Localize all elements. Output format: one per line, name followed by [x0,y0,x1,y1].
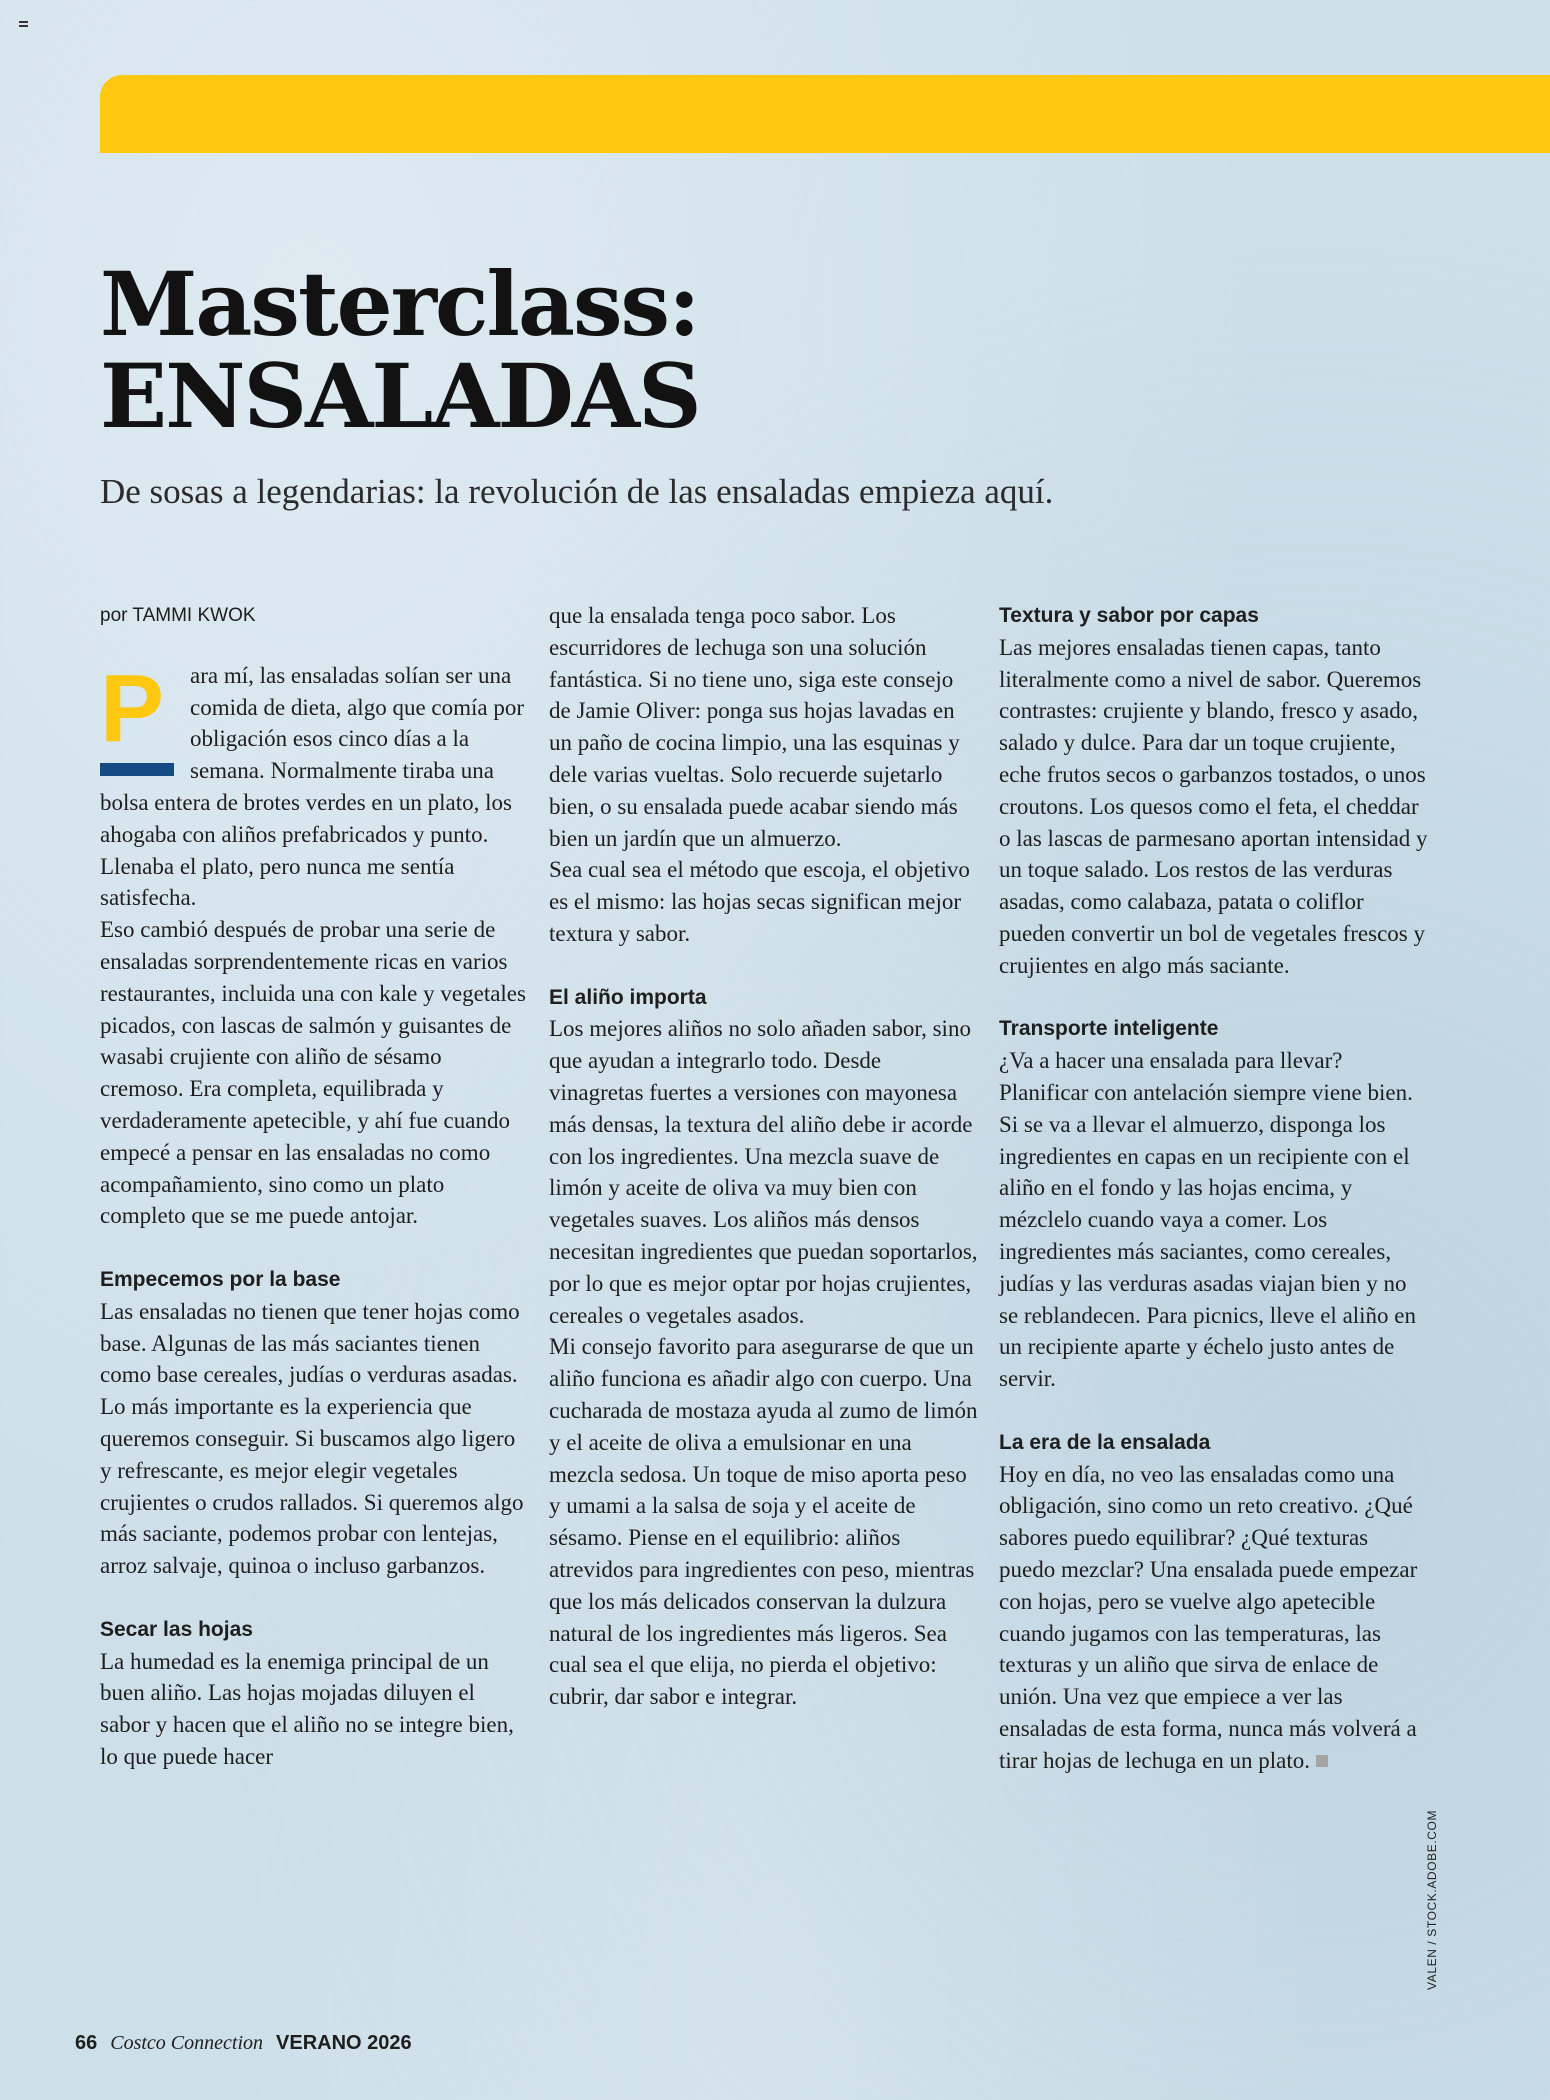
section-base-paragraph: Las ensaladas no tienen que tener hojas como base. Algunas de las más saciantes tienen como base cereales, judías o verduras asadas. Lo más importante es la experiencia que queremos conseguir. Si buscamos algo ligero y refrescante, es mejor elegir vegetales crujientes o crudos rallados. Si queremos algo más saciante, podemos probar con lentejas, arroz salvaje, quinoa o incluso garbanzos. [100,1298,524,1579]
column-2 [549,600,979,1713]
section-era-paragraph [999,1459,1429,1777]
section-heading-transporte: Transporte inteligente [999,1017,1219,1041]
end-of-article-mark [1316,1755,1328,1767]
header-accent-bar [100,75,1550,153]
title-line-2: ENSALADAS [100,344,700,448]
section-secar-paragraph-2: Sea cual sea el método que escoja, el objetivo es el mismo: las hojas secas significan mejor textura y sabor. [549,857,970,946]
column-1 [100,600,530,1773]
magazine-name: Costco Connection [110,2032,264,2054]
section-heading-alino: El aliño importa [549,985,707,1009]
article-subtitle: De sosas a legendarias: la revolución de las ensaladas empieza aquí. [100,472,1054,511]
photo-credit: VALEN / STOCK.ADOBE.COM [1425,1809,1439,1990]
section-textura-paragraph: Las mejores ensaladas tienen capas, tanto literalmente como a nivel de sabor. Queremos contrastes: crujiente y blando, fresco y asado, salado y dulce. Para dar un toque crujiente, eche frutos secos o garbanzos tostados, o unos croutons. Los quesos como el feta, el cheddar o las lascas de parmesano aportan intensidad y un toque salado. Los restos de las verduras asadas, como calabaza, patata o coliflor pueden convertir un bol de vegetales frescos y crujientes en algo más saciante. [999,634,1428,978]
section-secar-paragraph-start: La humedad es la enemiga principal de un buen aliño. Las hojas mojadas diluyen el sabor y hacen que el aliño no se integre bien, lo que puede hacer [100,1648,514,1769]
section-heading-era: La era de la ensalada [999,1430,1211,1454]
section-heading-textura: Textura y sabor por capas [999,604,1259,627]
drop-cap [100,654,176,778]
section-heading-base: Empecemos por la base [100,1267,341,1291]
page-footer [75,2032,412,2055]
intro-paragraph-1-text: ara mí, las ensaladas solían ser una comida de dieta, algo que comía por obligación esos cinco días a la semana. Normalmente tiraba una bolsa entera de brotes verdes en un plato, los ahogaba con aliños prefabricados y punto. Llenaba el plato, pero nunca me sentía satisfecha. [100,662,525,911]
section-secar-paragraph-continued: que la ensalada tenga poco sabor. Los escurridores de lechuga son una solución fantástica. Si no tiene uno, siga este consejo de Jamie Oliver: ponga sus hojas lavadas en un paño de cocina limpio, una las esquinas y dele varias vueltas. Solo recuerde sujetarlo bien, o su ensalada puede acabar siendo más bien un jardín que un almuerzo. [549,603,960,851]
section-heading-secar: Secar las hojas [100,1617,253,1641]
drop-cap-letter: P [100,654,165,762]
title-line-1: Masterclass: [100,252,699,356]
corner-mark [19,21,28,27]
column-3 [999,600,1429,1776]
drop-cap-bar [100,763,174,776]
intro-paragraph-2: Eso cambió después de probar una serie de ensaladas sorprendentemente ricas en varios restaurantes, incluida una con kale y vegetales picados, con lascas de salmón y guisantes de wasabi crujiente con aliño de sésamo cremoso. Era completa, equilibrada y verdaderamente apetecible, y ahí fue cuando empecé a pensar en las ensaladas no como acompañamiento, sino como un plato completo que se me puede antojar. [100,917,526,1229]
issue-label: VERANO 2026 [276,2032,412,2054]
byline [100,600,530,632]
section-transporte-paragraph: ¿Va a hacer una ensalada para llevar? Planificar con antelación siempre viene bien. Si se va a llevar el almuerzo, disponga los ingredientes en capas en un recipiente con el aliño en el fondo y las hojas encima, y mézclelo cuando vaya a comer. Los ingredientes más saciantes, como cereales, judías y las verduras asadas viajan bien y no se reblandecen. Para picnics, lleve el aliño en un recipiente aparte y échelo justo antes de servir. [999,1048,1417,1392]
page-number: 66 [75,2032,98,2054]
section-alino-paragraph-2: Mi consejo favorito para asegurarse de que un aliño funciona es añadir algo con cuerpo. Una cucharada de mostaza ayuda al zumo de limón y el aceite de oliva a emulsionar en una mezcla sedosa. Un toque de miso aporta peso y umami a la salsa de soja y el aceite de sésamo. Piense en el equilibrio: aliños atrevidos para ingredientes con peso, mientras que los más delicados conservan la dulzura natural de los ingredientes más ligeros. Sea cual sea el que elija, no pierda el objetivo: cubrir, dar sabor e integrar. [549,1334,978,1710]
byline-prefix: por [100,605,128,626]
section-alino-paragraph-1: Los mejores aliños no solo añaden sabor, sino que ayudan a integrarlo todo. Desde vinagretas fuertes a versiones con mayonesa más densas, la textura del aliño debe ir acorde con los ingredientes. Una mezcla suave de limón y aceite de oliva va muy bien con vegetales suaves. Los aliños más densos necesitan ingredientes que puedan soportarlos, por lo que es mejor optar por hojas crujientes, cereales o vegetales asados. [549,1016,978,1328]
article-title [100,252,700,448]
intro-paragraph-1 [100,654,530,914]
byline-author: TAMMI KWOK [132,605,256,626]
section-era-text: Hoy en día, no veo las ensaladas como una obligación, sino como un reto creativo. ¿Qué sabores puedo equilibrar? ¿Qué texturas puedo mezclar? Una ensalada puede empezar con hojas, pero se vuelve algo apetecible cuando jugamos con las temperaturas, las texturas y un aliño que sirva de enlace de unión. Una vez que empiece a ver las ensaladas de esta forma, nunca más volverá a tirar hojas de lechuga en un plato. [999,1461,1418,1773]
